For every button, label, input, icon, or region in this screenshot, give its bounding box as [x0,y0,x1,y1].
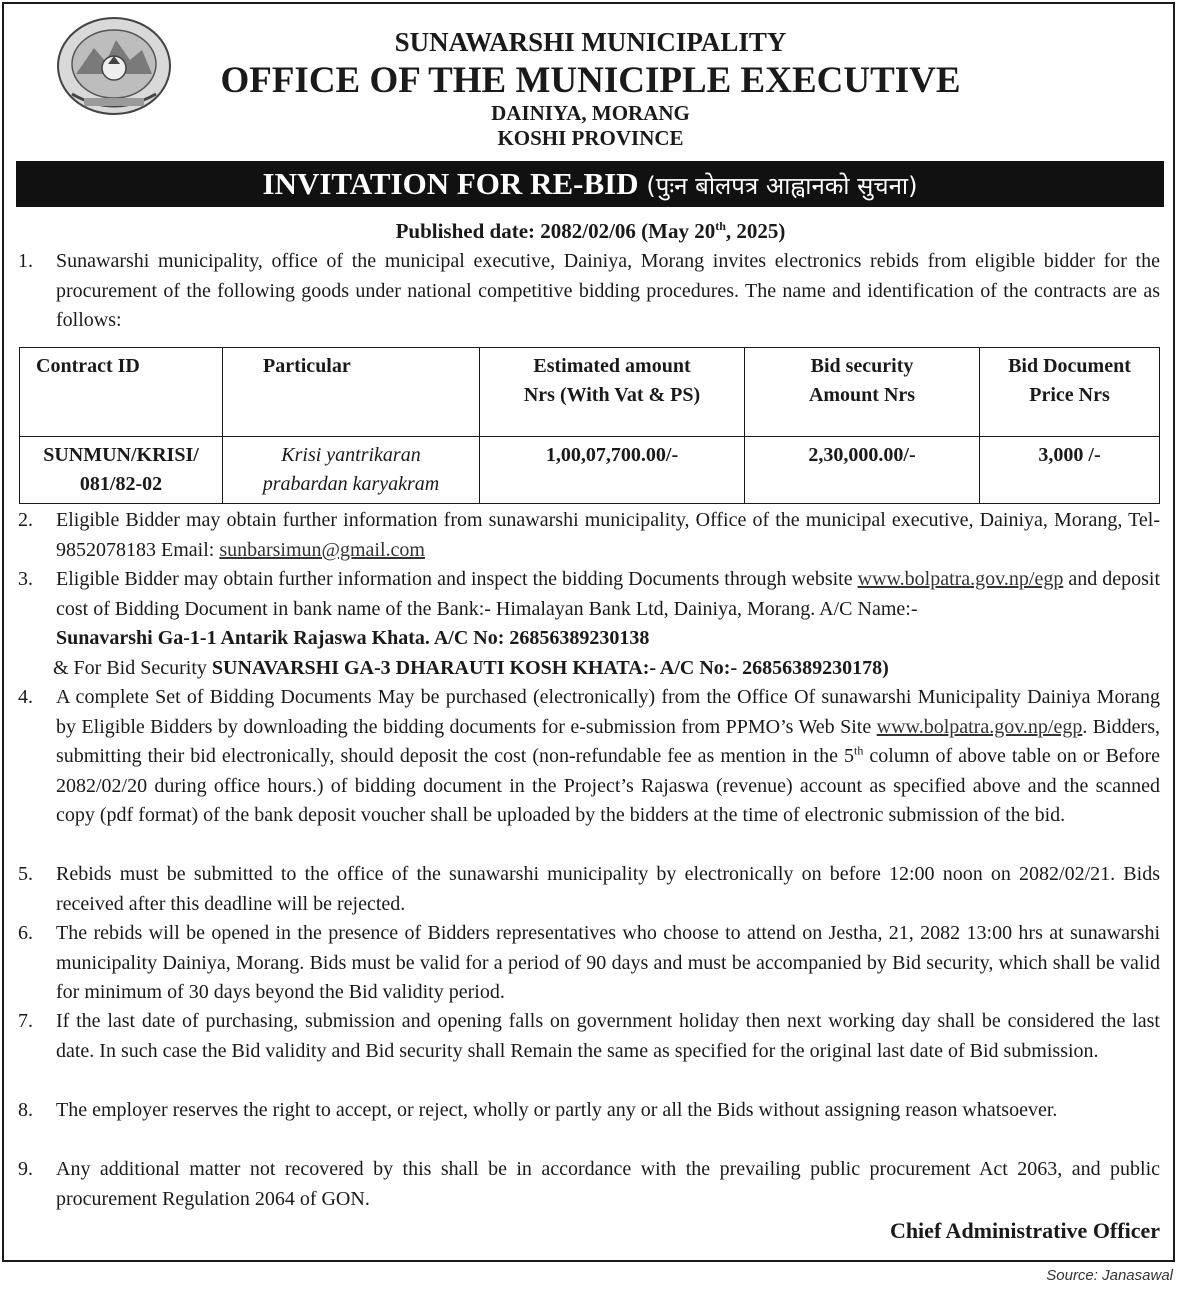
clause-number: 2. [18,509,33,531]
clause-number: 8. [18,1099,33,1121]
notice-title-en: INVITATION FOR RE-BID [262,166,639,201]
published-date-suffix: , 2025) [725,219,786,243]
clause-text: The employer reserves the right to accept, or reject, wholly or partly any or all the Bids without assigning reason whatsoever. [56,1099,1058,1121]
col-estimated-amount: Estimated amount Nrs (With Vat & PS) [480,348,745,437]
clause-number: 5. [18,863,33,885]
clause-4: 4. A complete Set of Bidding Documents May be purchased (electronically) from the Office Of sunawarshi Municipality Dainiya Morang by Eligible Bidders by downloading the bidding documents for e-submission from PPMO’s Web Site www.bolpatra.gov.np/egp. Bidders, submitting their bid electronically, should deposit the cost (non-refundable fee as mention in the 5th column of above table on or Before 2082/02/20 during office hours.) of bidding document in the Project’s Rajaswa (revenue) account as specified above and the scanned copy (pdf format) of the bank deposit voucher shall be uploaded by the bidders at the time of electronic submission of the bid. [56,683,1160,831]
clause-text: Eligible Bidder may obtain further information and inspect the bidding Documents through website www.bolpatra.gov.np/egp and deposit cost of Bidding Document in bank name of the Bank:- Himalayan Bank Ltd, Dainiya, Morang. A/C Name:- [56,568,1160,620]
clause-number: 4. [18,686,33,708]
table-header-row [20,348,1160,437]
clause-number: 1. [18,250,33,272]
clause-5 [18,860,1160,919]
clause-text: Any additional matter not recovered by this shall be in accordance with the prevailing public procurement Act 2063, and public procurement Regulation 2064 of GON. [56,1158,1160,1210]
cell-document-price: 3,000 /- [980,437,1160,504]
notice-title-ne: (पुःन बोलपत्र आह्वानको सुचना) [646,172,918,200]
email-link[interactable]: sunbarsimun@gmail.com [219,538,425,561]
clause-text: The rebids will be opened in the presence of Bidders representatives who choose to attend on Jestha, 21, 2082 13:00 hrs at sunawarshi municipality Dainiya, Morang. Bids must be valid for a period of 90 days and must be accompanied by Bid security, which shall be valid for minimum of 30 days beyond the Bid validity period. [56,922,1160,1003]
source-credit: Source: Janasawal [1046,1267,1173,1284]
published-date [0,219,1181,244]
clause-text: Rebids must be submitted to the office of the sunawarshi municipality by electronically on before 12:00 noon on 2082/02/21. Bids received after this deadline will be rejected. [56,863,1160,915]
security-account: & For Bid Security SUNAVARSHI GA-3 DHARAUTI KOSH KHATA:- A/C No:- 26856389230178) [53,656,889,679]
signatory-title: Chief Administrative Officer [889,1218,1160,1243]
clause-text: Eligible Bidder may obtain further information from sunawarshi municipality, Office of the municipal executive, Dainiya, Morang, Tel- 9852078183 Email: [56,509,1160,561]
clause-8 [18,1096,1160,1126]
clause-number: 6. [18,922,33,944]
col-contract-id: Contract ID [20,348,223,437]
col-bid-security: Bid security Amount Nrs [745,348,980,437]
clause-6 [18,919,1160,1008]
revenue-account: Sunavarshi Ga-1-1 Antarik Rajaswa Khata. A/C No: 26856389230138 [56,627,650,649]
published-date-prefix: Published date: 2082/02/06 (May 20 [395,219,716,243]
col-particular: Particular [223,348,480,437]
cell-estimated-amount: 1,00,07,700.00/- [480,437,745,504]
clause-2 [18,506,1160,565]
municipality-name: SUNAWARSHI MUNICIPALITY [394,27,787,57]
clause-number: 9. [18,1158,33,1180]
clause-number: 7. [18,1010,33,1032]
website-link[interactable]: www.bolpatra.gov.np/egp [876,715,1083,738]
office-title: OFFICE OF THE MUNICIPLE EXECUTIVE [220,60,961,101]
clause-text: If the last date of purchasing, submission and opening falls on government holiday then next working day shall be considered the last date. In such case the Bid validity and Bid security shall Remain the same as specified for the original last date of Bid submission. [56,1010,1160,1062]
contract-table [19,347,1160,504]
clause-text: Sunawarshi municipality, office of the municipal executive, Dainiya, Morang invites electronics rebids from eligible bidder for the procurement of the following goods under national competitive bidding procedures. The name and identification of the contracts are as follows: [56,250,1160,331]
cell-particular: Krisi yantrikaran prabardan karyakram [223,437,480,504]
col-document-price: Bid Document Price Nrs [980,348,1160,437]
clause-7 [18,1007,1160,1066]
published-date-sup: th [715,219,726,233]
cell-contract-id: SUNMUN/KRISI/ 081/82-02 [20,437,223,504]
clause-3 [18,565,1160,683]
website-link[interactable]: www.bolpatra.gov.np/egp [857,568,1064,590]
cell-bid-security: 2,30,000.00/- [745,437,980,504]
clause-9 [18,1155,1160,1214]
office-location: DAINIYA, MORANG [491,101,690,125]
clause-text: A complete Set of Bidding Documents May be purchased (electronically) from the Office Of sunawarshi Municipality Dainiya Morang by Eligible Bidders by downloading the bidding documents for e-submission from PPMO’s Web Site [56,686,1160,738]
clause-1 [18,247,1160,336]
clause-number: 3. [18,568,33,590]
province-name: KOSHI PROVINCE [497,126,684,150]
table-row [20,437,1160,504]
notice-title-banner [16,161,1164,207]
